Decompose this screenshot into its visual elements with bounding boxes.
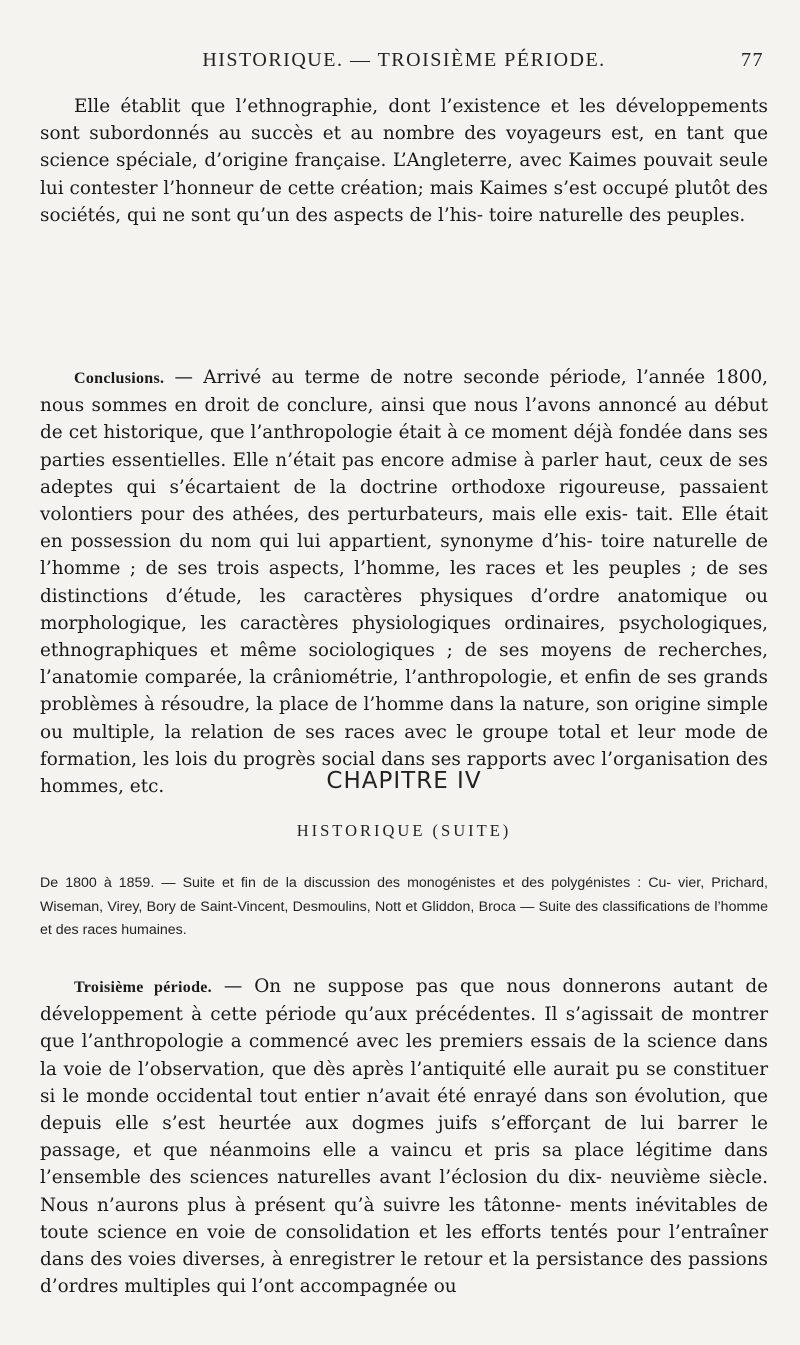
run-in-heading-troisieme-periode: Troisième période. (74, 979, 212, 996)
chapter-title: CHAPITRE IV (326, 768, 482, 794)
paragraph-conclusions (40, 364, 768, 800)
chapter-subtitle: HISTORIQUE (SUITE) (296, 821, 512, 840)
paragraph-text: — On ne suppose pas que nous donnerons autant de développement à cette période qu’aux précédentes. Il s’agissait de montrer que l’anthropologie a commencé avec les premiers essais de la science dans la voie de l’observation, que dès après l’antiquité elle aurait pu se constituer si le monde occidental tout entier n’avait été enrayé dans son évolution, que depuis elle s’est heurtée aux dogmes juifs s’efforçant de lui barrer le passage, et que néanmoins elle a vaincu et pris sa place légitime dans l’ensemble des sciences naturelles avant l’éclosion du dix- neuvième siècle. Nous n’aurons plus à présent qu’à suivre les tâtonne- ments inévitables de toute science en voie de consolidation et les efforts tentés pour l’entraîner dans des voies diverses, à enregistrer le retour et la persistance des passions d’ordres multiples qui l’ont accompagnée ou (40, 976, 768, 1298)
running-header (40, 49, 768, 79)
run-in-heading-conclusions: Conclusions. (74, 370, 165, 387)
paragraph-troisieme-periode (40, 973, 768, 1300)
paragraph-ethnographie (40, 93, 768, 229)
book-page (40, 0, 768, 1345)
page-number: 77 (741, 49, 764, 71)
running-title: HISTORIQUE. — TROISIÈME PÉRIODE. (202, 49, 606, 71)
paragraph-text: Elle établit que l’ethnographie, dont l’existence et les développements sont subordonnés au succès et au nombre des voyageurs est, en tant que science spéciale, d’origine française. L’Angleterre, avec Kaimes pouvait seule lui contester l’honneur de cette création; mais Kaimes s’est occupé plutôt des sociétés, qui ne sont qu’un des aspects de l’his- toire naturelle des peuples. (40, 96, 768, 226)
paragraph-body (40, 364, 768, 800)
paragraph-text: — Arrivé au terme de notre seconde période, l’année 1800, nous sommes en droit de conclure, ainsi que nous l’avons annoncé au début de cet historique, que l’anthropologie était à ce moment déjà fondée dans ses parties essentielles. Elle n’était pas encore admise à parler haut, ceux de ses adeptes qui s’écartaient de la doctrine orthodoxe rigoureuse, passaient volontiers pour des athées, des perturbateurs, mais elle exis- tait. Elle était en possession du nom qui lui appartient, synonyme d’his- toire naturelle de l’homme ; de ses trois aspects, l’homme, les races et les peuples ; de ses distinctions d’étude, les caractères physiques d’ordre anatomique ou morphologique, les caractères physiologiques ordinaires, psychologiques, ethnographiques et même sociologiques ; de ses moyens de recherches, l’anatomie comparée, la crâniométrie, l’anthropologie, et enfin de ses grands problèmes à résoudre, la place de l’homme dans la nature, son origine simple ou multiple, la relation de ses races avec le groupe total et leur mode de formation, les lois du progrès social dans ses rapports avec l’organisation des hommes, etc. (40, 367, 768, 798)
paragraph-body (40, 973, 768, 1300)
chapter-summary: De 1800 à 1859. — Suite et fin de la discussion des monogénistes et des polygénistes : Cu- vier, Prichard, Wiseman, Virey, Bory de Saint-Vincent, Desmoulins, Nott et Gliddon, Broca — Suite des classifications de l’homme et des races humaines. (40, 875, 768, 938)
